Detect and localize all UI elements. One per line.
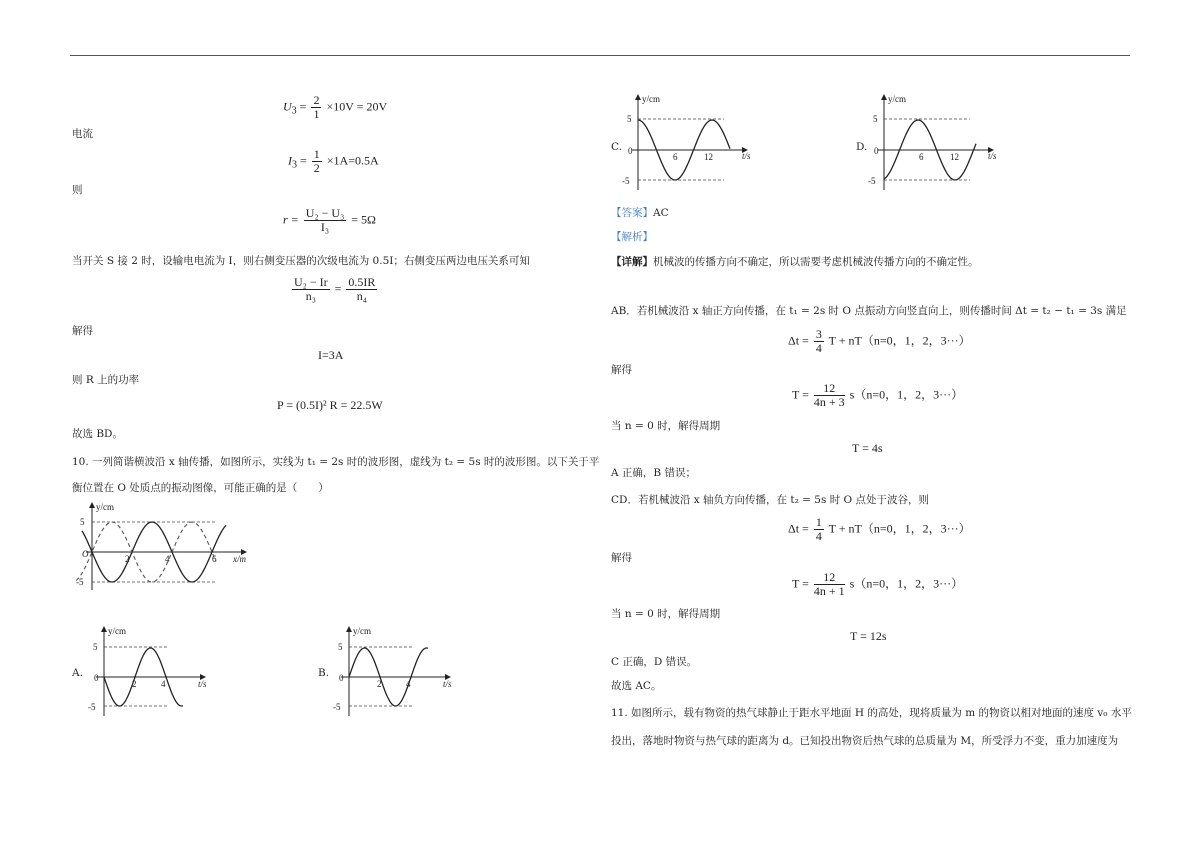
a-y-arrow — [101, 626, 107, 632]
equation-T1: T = $\frac{12}{4n + 3}$ s（n=0，1，2，3···） — [792, 381, 964, 409]
b-y-label: y/cm — [353, 626, 371, 636]
a-tick-5: 5 — [93, 642, 98, 652]
question-10-line-2: 衡位置在 O 处质点的振动图像，可能正确的是（ ） — [72, 482, 329, 494]
c-tick-6: 6 — [673, 152, 678, 162]
label-solve-1: 解得 — [72, 325, 93, 337]
b-tick-5: 5 — [338, 642, 343, 652]
header-rule — [70, 55, 1130, 56]
b-tick-0: 0 — [339, 673, 344, 683]
equation-current-I: I=3A — [318, 348, 344, 362]
option-c-graph — [622, 92, 762, 192]
c-x-label: t/s — [742, 151, 751, 161]
cd-paragraph: CD．若机械波沿 x 轴负方向传播，在 t₂ = 5s 时 O 点处于波谷，则 — [611, 494, 929, 506]
ab-paragraph: AB．若机械波沿 x 轴正方向传播，在 t₁ = 2s 时 O 点振动方向竖直向上，则传播时间 Δt = t₂ − t₁ = 3s 满足 — [611, 305, 1127, 317]
c-correct: C 正确，D 错误。 — [611, 656, 698, 668]
equation-r: r = $\frac{\text{U₂ − U₃}}{\text{I₃}}$ = 5Ω — [283, 206, 376, 234]
label-power: 则 R 上的功率 — [72, 374, 140, 386]
c-tick-5: 5 — [627, 114, 632, 124]
b-x-label: t/s — [443, 679, 452, 689]
question-11-line-1: 11. 如图所示，载有物资的热气球静止于距水平地面 H 的高处，现将质量为 m 的物资以相对地面的速度 v₀ 水平 — [611, 707, 1132, 719]
a-y-label: y/cm — [108, 626, 126, 636]
analysis-label: 【解析】 — [611, 231, 653, 243]
option-d-graph — [868, 92, 1008, 192]
solve-2: 解得 — [611, 364, 632, 376]
wave-tick-2: 2 — [125, 554, 130, 564]
answer-line — [611, 206, 669, 220]
detail-text: 机械波的传播方向不确定，所以需要考虑机械波传播方向的不确定性。 — [653, 256, 979, 268]
equation-i3: $I_3$ = $\frac{1}{2}$ ×1A=0.5A — [288, 147, 379, 175]
c-y-label: y/cm — [642, 94, 660, 104]
c-y-arrow — [635, 94, 641, 100]
d-tick-0: 0 — [874, 146, 879, 156]
option-d-label: D. — [856, 141, 868, 153]
solve-3: 解得 — [611, 552, 632, 564]
equation-T12: T = 12s — [850, 629, 887, 643]
detail-label: 【详解】 — [611, 256, 653, 268]
answer-ac: 故选 AC。 — [611, 680, 662, 692]
b-tick-4: 4 — [406, 679, 411, 689]
wave-tick-neg5: -5 — [76, 577, 84, 587]
b-y-arrow — [346, 626, 352, 632]
a-tick-2: 2 — [132, 679, 137, 689]
wave-y-arrow — [89, 502, 95, 508]
c-tick-0: 0 — [628, 146, 633, 156]
label-then: 则 — [72, 184, 83, 196]
c-tick-neg5: -5 — [622, 176, 630, 186]
option-a-label: A. — [72, 667, 83, 679]
wave-x-label: x/m — [233, 554, 246, 564]
detail-line — [611, 255, 979, 269]
option-b-label: B. — [318, 667, 330, 679]
d-y-label: y/cm — [888, 94, 906, 104]
equation-dt2: Δt = $\frac{1}{4}$ T + nT（n=0，1，2，3···） — [788, 515, 971, 543]
wave-tick-4: 4 — [165, 554, 170, 564]
equation-power: P = (0.5I)² R = 22.5W — [277, 398, 383, 412]
d-x-label: t/s — [988, 151, 997, 161]
question-11-line-2: 投出，落地时物资与热气球的距离为 d。已知投出物资后热气球的总质量为 M，所受浮力不变，重力加速度为 — [611, 735, 1119, 747]
option-a-graph — [88, 624, 218, 719]
b-tick-2: 2 — [377, 679, 382, 689]
wave-tick-5: 5 — [80, 517, 85, 527]
d-tick-6: 6 — [919, 152, 924, 162]
wave-y-label: y/cm — [96, 502, 114, 512]
answer-label: 【答案】 — [611, 207, 653, 219]
when-n0-2: 当 n = 0 时，解得周期 — [611, 608, 721, 620]
answer-bd: 故选 BD。 — [72, 428, 123, 440]
d-tick-neg5: -5 — [868, 176, 876, 186]
wave-tick-origin: O — [82, 549, 89, 559]
equation-ratio: $\frac{\text{U₂ − Ir}}{\text{n₃}}$ = $\frac{0.5IR}{\text{n₄}}$ — [294, 275, 376, 303]
equation-dt1: Δt = $\frac{3}{4}$ T + nT（n=0，1，2，3···） — [788, 327, 971, 355]
wave-graph — [76, 500, 256, 595]
answer-value: AC — [653, 207, 669, 219]
a-x-label: t/s — [198, 679, 207, 689]
paragraph-switch: 当开关 S 接 2 时，设输电电流为 I，则右侧变压器的次级电流为 0.5I；右侧变压两边电压关系可知 — [72, 255, 530, 267]
equation-u3: $U_3$ = $\frac{2}{1}$ ×10V = 20V — [283, 93, 388, 121]
c-tick-12: 12 — [704, 152, 713, 162]
when-n0-1: 当 n = 0 时，解得周期 — [611, 420, 721, 432]
a-tick-0: 0 — [94, 673, 99, 683]
b-tick-neg5: -5 — [333, 702, 341, 712]
equation-T2: T = $\frac{12}{4n + 1}$ s（n=0，1，2，3···） — [792, 570, 964, 598]
d-tick-12: 12 — [950, 152, 959, 162]
label-current: 电流 — [72, 128, 93, 140]
equation-T4: T = 4s — [852, 441, 883, 455]
a-tick-4: 4 — [161, 679, 166, 689]
a-correct: A 正确，B 错误； — [611, 467, 696, 479]
a-tick-neg5: -5 — [88, 702, 96, 712]
option-c-label: C. — [611, 141, 622, 153]
option-b-graph — [333, 624, 463, 719]
wave-tick-6: 6 — [212, 554, 217, 564]
d-tick-5: 5 — [873, 114, 878, 124]
d-y-arrow — [881, 94, 887, 100]
question-10-line-1: 10. 一列简谐横波沿 x 轴传播，如图所示，实线为 t₁ = 2s 时的波形图，虚线为 t₂ = 5s 时的波形图。以下关于平 — [72, 456, 600, 468]
